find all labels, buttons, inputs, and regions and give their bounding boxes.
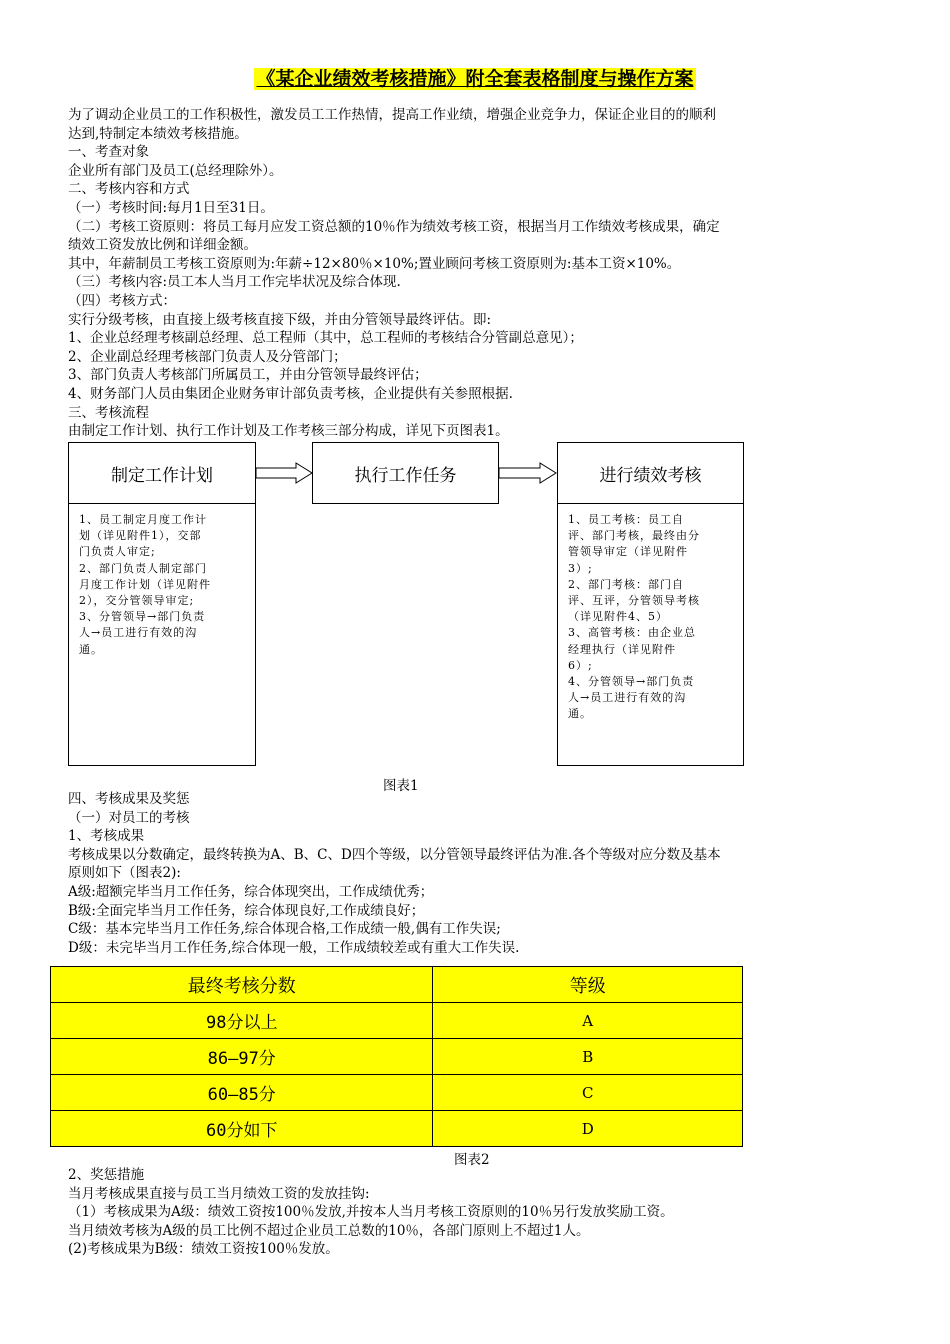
text-line: 1、企业总经理考核副总经理、总工程师（其中，总工程师的考核结合分管副总意见）； [68, 330, 583, 347]
detail-line: 2），交分管领导审定; [79, 594, 195, 608]
table-cell-grade: A [433, 1003, 743, 1039]
text-line: （二）考核工资原则：将员工每月应发工资总额的10％作为绩效考核工资，根据当月工作绩效考核成果，确定 [68, 218, 720, 235]
table-cell-grade: C [433, 1075, 743, 1111]
flow-arrow-2-icon [499, 462, 557, 484]
table-cell-score: 98分以上 [51, 1003, 433, 1039]
document-title [0, 64, 950, 91]
text-line: 为了调动企业员工的工作积极性，激发员工工作热情，提高工作业绩，增强企业竞争力，保证企业目的的顺利 [68, 107, 716, 123]
flow-step-plan-detail [68, 503, 256, 766]
text-line: （一）对员工的考核 [68, 809, 190, 826]
table-header-cell: 最终考核分数 [51, 967, 433, 1003]
detail-line: 3、高管考核：由企业总 [568, 626, 696, 640]
text-line: 达到,特制定本绩效考核措施。 [68, 125, 248, 142]
flow-step-evaluate [557, 442, 744, 504]
table-header-cell: 等级 [433, 967, 743, 1003]
text-line: 考核成果以分数确定，最终转换为A、B、C、D四个等级，以分管领导最终评估为准.各个等级对应分数及基本 [68, 846, 721, 863]
flow-step-evaluate-detail [557, 503, 744, 766]
text-line: （三）考核内容:员工本人当月工作完毕状况及综合体现. [68, 274, 401, 291]
detail-line: 通。 [79, 642, 103, 656]
section-heading: 2、奖惩措施 [68, 1167, 145, 1183]
section-4 [68, 790, 883, 957]
text-line: 4、财务部门人员由集团企业财务审计部负责考核，企业提供有关参照根据. [68, 385, 513, 402]
text-line: 1、考核成果 [68, 828, 145, 845]
detail-line: 划（详见附件1），交部 [79, 529, 202, 543]
detail-line: 3）; [568, 561, 593, 575]
detail-line: 月度工作计划（详见附件 [79, 577, 211, 591]
section-heading: 四、考核成果及奖惩 [68, 791, 190, 807]
text-line: 原则如下（图表2): [68, 865, 181, 882]
table-cell-score: 60—85分 [51, 1075, 433, 1111]
flow-step-execute [312, 442, 499, 504]
section-heading: 二、考核内容和方式 [68, 181, 190, 198]
flow-step-plan-label: 制定工作计划 [111, 465, 213, 486]
text-line: 实行分级考核，由直接上级考核直接下级，并由分管领导最终评估。即: [68, 311, 492, 328]
text-line: （一）考核时间:每月1日至31日。 [68, 199, 274, 216]
section-heading: 三、考核流程 [68, 404, 149, 421]
table-cell-score: 60分如下 [51, 1111, 433, 1147]
document-title-text: 《某企业绩效考核措施》附全套表格制度与操作方案 [256, 68, 694, 90]
grade-table [50, 966, 743, 1147]
detail-line: 管领导审定（详见附件 [568, 545, 688, 559]
text-line: 当月绩效考核为A级的员工比例不超过企业员工总数的10％，各部门原则上不超过1人。 [68, 1222, 590, 1239]
detail-line: 人→员工进行有效的沟 [568, 691, 687, 705]
table-header-row [51, 967, 743, 1003]
section-rewards [68, 1166, 883, 1259]
text-line: 2、企业副总经理考核部门负责人及分管部门； [68, 348, 347, 365]
detail-line: 2、部门负责人制定部门 [79, 561, 207, 575]
detail-line: 4、分管领导→部门负责 [568, 675, 695, 689]
text-line: (2)考核成果为B级：绩效工资按100％发放。 [68, 1241, 339, 1258]
text-line: 绩效工资发放比例和详细金额。 [68, 237, 257, 254]
detail-line: 2、部门考核：部门自 [568, 577, 684, 591]
flow-step-execute-label: 执行工作任务 [354, 465, 457, 486]
section-heading: 一、考查对象 [68, 144, 149, 161]
detail-line: 评、互评，分管领导考核 [568, 594, 700, 608]
figure-1-caption: 图表1 [383, 778, 419, 794]
detail-line: 评、部门考核，最终由分 [568, 529, 700, 543]
text-line: （四）考核方式： [68, 292, 176, 309]
detail-line: 门负责人审定; [79, 545, 156, 559]
detail-line: 1、员工考核：员工自 [568, 513, 684, 526]
text-line: 当月考核成果直接与员工当月绩效工资的发放挂钩: [68, 1185, 370, 1202]
text-line: C级：基本完毕当月工作任务,综合体现合格,工作成绩一般,偶有工作失误; [68, 921, 501, 938]
intro-section [68, 106, 883, 441]
figure-2-caption: 图表2 [454, 1152, 490, 1168]
table-row [51, 1039, 743, 1075]
flow-step-evaluate-label: 进行绩效考核 [599, 465, 702, 486]
table-cell-grade: D [433, 1111, 743, 1147]
text-line: D级：未完毕当月工作任务,综合体现一般，工作成绩较差或有重大工作失误. [68, 939, 520, 956]
detail-line: 人→员工进行有效的沟 [79, 626, 198, 640]
flow-step-plan [68, 442, 256, 504]
detail-line: 通。 [568, 707, 592, 721]
text-line: 企业所有部门及员工(总经理除外）。 [68, 162, 283, 179]
detail-line: 6）; [568, 658, 593, 672]
flow-arrow-1-icon [256, 462, 313, 484]
text-line: 由制定工作计划、执行工作计划及工作考核三部分构成，详见下页图表1。 [68, 423, 509, 440]
detail-line: 3、分管领导→部门负责 [79, 610, 206, 624]
text-line: （1）考核成果为A级：绩效工资按100％发放,并按本人当月考核工资原则的10％另行发放奖励工资。 [68, 1204, 674, 1221]
table-row [51, 1075, 743, 1111]
text-line: 其中，年薪制员工考核工资原则为:年薪÷12×80％×10%;置业顾问考核工资原则为:基本工资×10%。 [68, 255, 681, 272]
detail-line: （详见附件4、5） [568, 610, 668, 624]
text-line: A级:超额完毕当月工作任务，综合体现突出，工作成绩优秀； [68, 883, 434, 900]
table-cell-grade: B [433, 1039, 743, 1075]
detail-line: 经理执行（详见附件 [568, 642, 676, 656]
table-row [51, 1003, 743, 1039]
table-row [51, 1111, 743, 1147]
text-line: 3、部门负责人考核部门所属员工，并由分管领导最终评估； [68, 367, 428, 384]
detail-line: 1、员工制定月度工作计 [79, 513, 207, 526]
table-cell-score: 86—97分 [51, 1039, 433, 1075]
text-line: B级:全面完毕当月工作任务，综合体现良好,工作成绩良好； [68, 902, 425, 919]
